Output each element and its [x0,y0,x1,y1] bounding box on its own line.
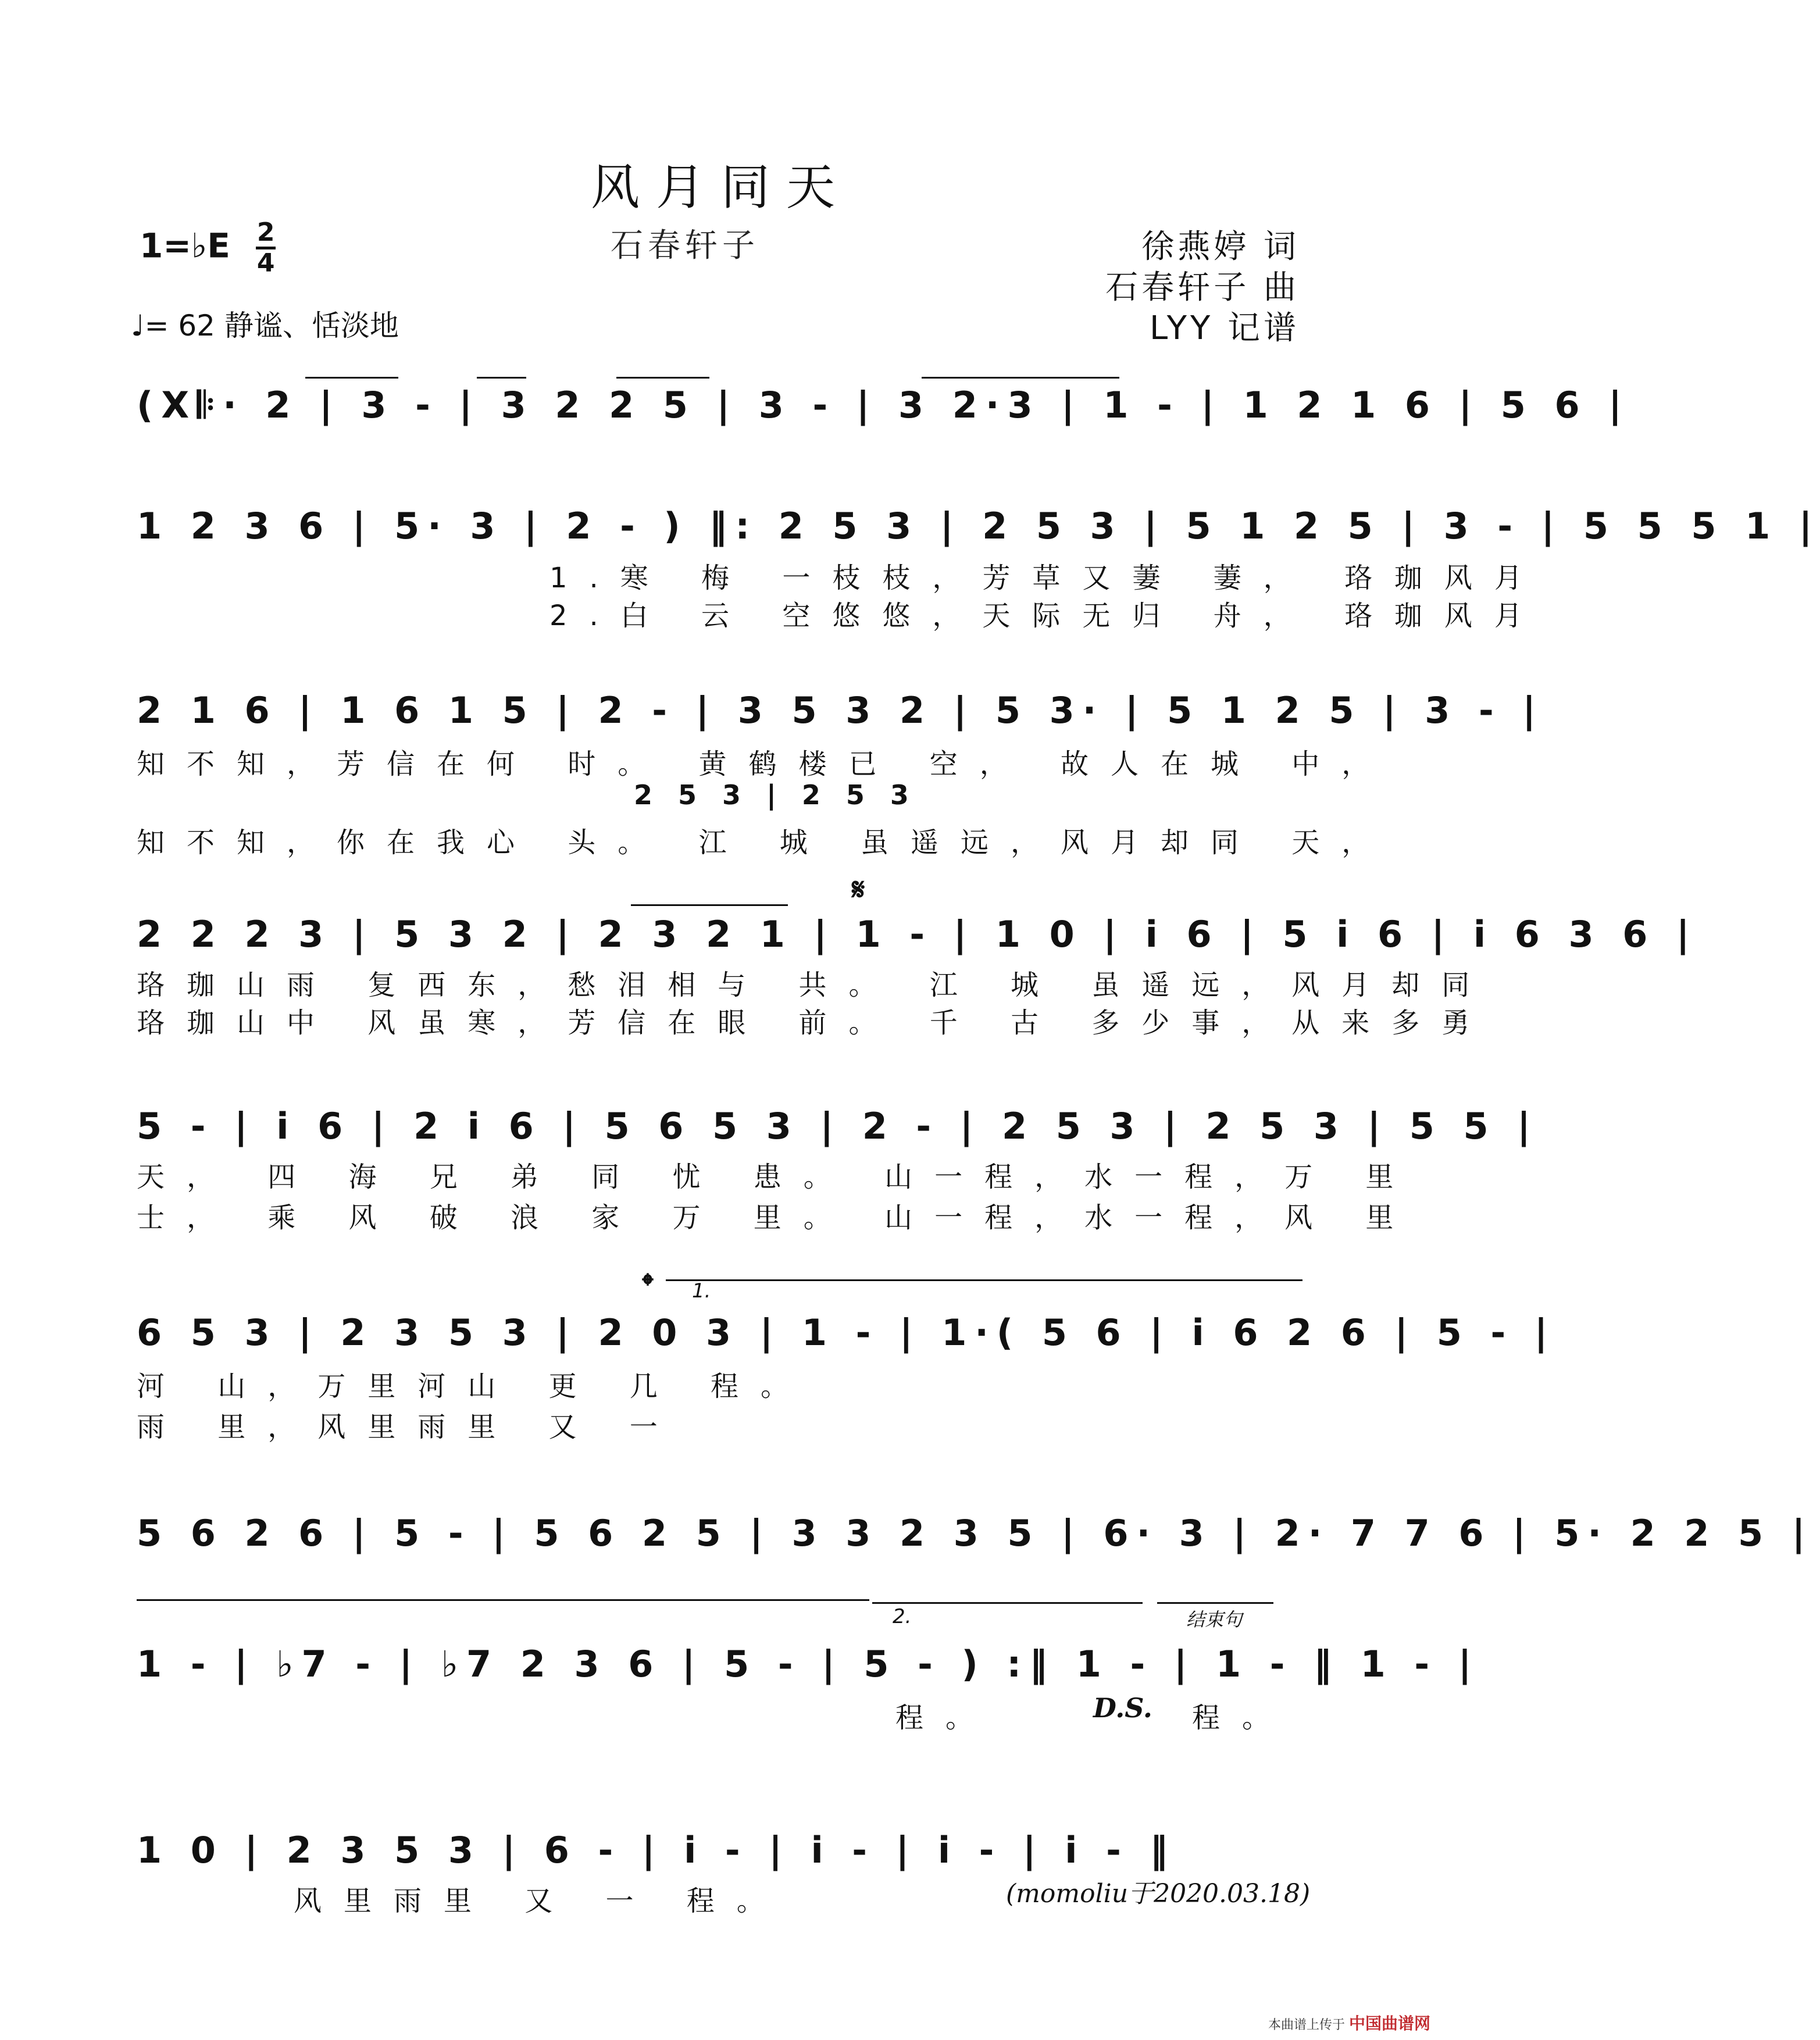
lyricist-credit: 徐燕婷 词 [1141,228,1300,266]
coda-sign: 𝄌 [643,1268,653,1303]
lyrics-row-4-verse-2: 珞珈山中 风虽寒，芳信在眼 前。 千 古 多少事，从来多勇 [137,1007,1492,1039]
segno-sign: 𝄋 [852,872,865,907]
footer-upload-text: 本曲谱上传于 [1268,2018,1345,2032]
key-label: 1=♭E [140,226,230,266]
score-row-3: 2 1 6 | 1 6 1 5 | 2 - | 3 5 3 2 | 5 3· | 5 1 2 5 | 3 - | [137,689,1544,732]
lyrics-row-2-verse-2: 2.白 云 空悠悠，天际无归 舟， 珞珈风月 [549,600,1544,632]
time-signature [256,217,276,278]
lyrics-row-4-verse-1: 珞珈山雨 复西东，愁泪相与 共。 江 城 虽遥远，风月却同 [137,969,1492,1001]
score-row-4: 2 2 2 3 | 5 3 2 | 2 3 2 1 | 1 - | 1 0 | i 6 | 5 i 6 | i 6 3 6 | [137,913,1698,955]
lyrics-row-5-verse-2: 士， 乘 风 破 浪 家 万 里。 山一程，水一程，风 里 [137,1201,1416,1234]
score-row-6: 6 5 3 | 2 3 5 3 | 2 0 3 | 1 - | 1·( 5 6 | i 6 2 6 | 5 - | [137,1311,1556,1354]
key-signature [140,217,276,278]
score-row-9: 1 0 | 2 3 5 3 | 6 - | i - | i - | i - | i - ‖ [137,1829,1176,1871]
volta-1-label: 1. [692,1279,711,1303]
score-row-8: 1 - | ♭7 - | ♭7 2 3 6 | 5 - | 5 - ) :‖ 1 - | 1 - ‖ 1 - | [137,1643,1480,1685]
subtitle: 石春轩子 [611,227,759,265]
lyrics-row-3-verse-2: 知不知，你在我心 头。 江 城 虽遥远，风月却同 天， [137,826,1392,859]
lyrics-row-8: 程。 [895,1702,996,1734]
score-row-7: 5 6 2 6 | 5 - | 5 6 2 5 | 3 3 2 3 5 | 6· 3 | 2· 7 7 6 | 5· 2 2 5 | [137,1512,1814,1554]
footer-brand-logo[interactable]: 中国曲谱网 [1348,2014,1430,2033]
notation-signature: (momoliu于2020.03.18) [1006,1879,1311,1909]
time-top: 2 [256,217,275,247]
lyrics-row-2-verse-1: 1.寒 梅 一枝枝，芳草又萋 萋， 珞珈风月 [549,562,1544,594]
score-row-5: 5 - | i 6 | 2 i 6 | 5 6 5 3 | 2 - | 2 5 3 | 2 5 3 | 5 5 | [137,1105,1539,1147]
page-title: 风月同天 [590,159,851,216]
dal-segno-mark: D.S. [1093,1692,1152,1724]
lyrics-row-5-verse-1: 天， 四 海 兄 弟 同 忧 患。 山一程，水一程，万 里 [137,1161,1416,1193]
lyrics-row-3-verse-1: 知不知，芳信在何 时。 黄鹤楼已 空， 故人在城 中， [137,748,1392,780]
time-bottom: 4 [256,248,275,278]
score-row-1: (X𝄆· 2 | 3 - | 3 2 2 5 | 3 - | 3 2·3 | 1 - | 1 2 1 6 | 5 6 | [137,384,1630,426]
volta-2-label: 2. [893,1605,912,1628]
tempo-marking: ♩= 62 静谧、恬淡地 [131,309,399,343]
notator-credit: LYY 记谱 [1150,309,1300,347]
composer-credit: 石春轩子 曲 [1105,269,1300,306]
footer-upload-note [1268,2011,1430,2034]
lyrics-row-8-end: 程。 [1192,1702,1293,1734]
lyrics-row-6-verse-1: 河 山，万里河山 更 几 程。 [137,1370,811,1403]
score-row-2: 1 2 3 6 | 5· 3 | 2 - ) ‖: 2 5 3 | 2 5 3 | 5 1 2 5 | 3 - | 5 5 5 1 | [137,505,1820,547]
coda-ending-label: 结束句 [1186,1609,1243,1631]
lyrics-row-9: 风里雨里 又 一 程。 [294,1885,787,1917]
lyrics-row-6-verse-2: 雨 里，风里雨里 又 一 [137,1411,680,1443]
alt-notes-row-3: 2 5 3 | 2 5 3 [634,779,917,811]
